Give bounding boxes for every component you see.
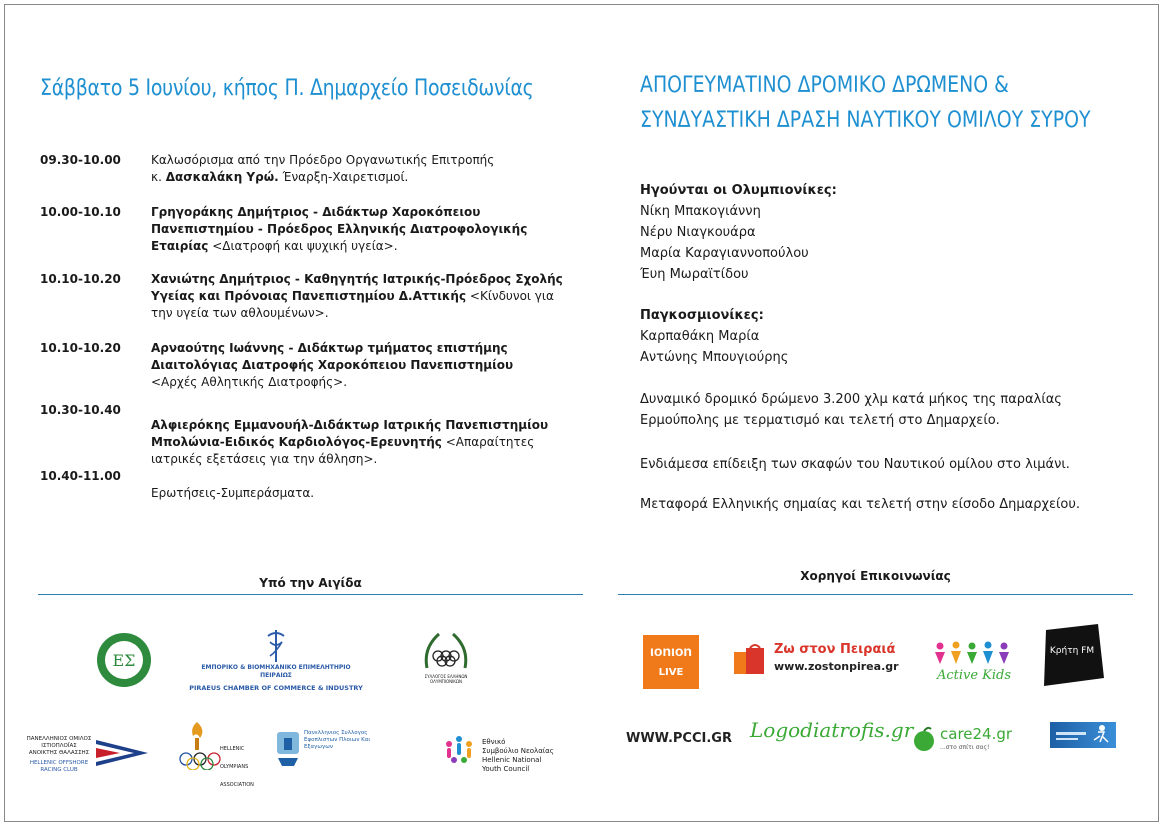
world-champion-name: Αντώνης Μπουγιούρης	[640, 350, 789, 365]
desc-text: κ.	[151, 170, 166, 184]
pcci-logo	[186, 628, 366, 692]
ionion-live-text: LIVE	[658, 667, 684, 678]
hoa-text: OLYMPIANS	[220, 764, 249, 770]
care24-tagline: ...στο σπίτι σας!	[940, 744, 990, 751]
world-champions-heading: Παγκοσμιονίκες:	[640, 308, 764, 323]
schedule-time: 10.00-10.10	[40, 205, 121, 219]
hoa-text: ASSOCIATION	[220, 782, 254, 788]
care24-name: care24.gr	[940, 725, 1013, 743]
schedule-desc	[151, 152, 571, 186]
youth-text: Hellenic National	[482, 756, 542, 764]
green-seal-logo	[96, 632, 152, 688]
desc-line	[151, 169, 571, 186]
logodiatrofis-name: Logodiatrofis.gr	[750, 718, 914, 742]
youth-text: Εθνικό	[482, 738, 506, 746]
speaker-line: Πανεπιστημίου - Πρόεδρος Ελληνικής Διατροφολογικής	[151, 222, 528, 236]
kids-figures-icon	[932, 640, 1016, 666]
paragraph: Μεταφορά Ελληνικής σημαίας και τελετή στην είσοδο Δημαρχείου.	[640, 497, 1080, 512]
topic: Ερωτήσεις-Συμπεράσματα.	[151, 486, 315, 500]
schedule-desc	[151, 485, 571, 502]
youth-text: Youth Council	[482, 765, 530, 773]
shipowners-text: Πανελληνιος Συλλογος	[304, 730, 368, 736]
zostonpirea-logo	[730, 640, 916, 680]
olympic-rings-icon	[178, 752, 222, 770]
hellenic-olympians-logo	[178, 720, 258, 788]
zostonpirea-name: Ζω στον Πειραιά	[774, 642, 896, 657]
hoa-text: HELLENIC	[220, 746, 245, 752]
kriti-fm-name: Κρήτη FM	[1049, 646, 1095, 656]
olympian-name: Νέρυ Νιαγκουάρα	[640, 225, 756, 240]
media-sponsors-rule	[618, 594, 1133, 595]
logodiatrofis-logo	[750, 718, 914, 742]
active-kids-logo	[928, 640, 1020, 688]
speaker-line: Διαιτολόγιας Διατροφής Χαροκόπειου Πανεπιστημίου	[151, 358, 514, 372]
schedule-time: 10.40-11.00	[40, 469, 121, 483]
ship-icon	[274, 728, 302, 768]
speaker-name: Δασκαλάκη Υρώ.	[165, 170, 279, 184]
schedule-desc	[151, 204, 571, 255]
pcci-name-gr: ΕΜΠΟΡΙΚΟ & ΒΙΟΜΗΧΑΝΙΚΟ ΕΠΙΜΕΛΗΤΗΡΙΟ ΠΕΙΡΑΙΩΣ	[201, 664, 351, 679]
patronage-label: Υπό την Αιγίδα	[259, 576, 362, 590]
offshore-text: ΙΣΤΙΟΠΛΟΪΑΣ	[41, 743, 77, 749]
patronage-rule	[38, 594, 583, 595]
media-sponsors-label: Χορηγοί Επικοινωνίας	[800, 569, 951, 583]
torch-icon	[184, 720, 210, 750]
shopping-bags-icon	[730, 642, 770, 676]
people-icon	[442, 734, 476, 772]
topic: <Απαραίτητες	[441, 435, 535, 449]
kriti-fm-logo	[1036, 622, 1108, 690]
speaker-line: Υγείας και Πρόνοιας Πανεπιστημίου Δ.Αττικής	[151, 289, 467, 303]
topic: ιατρικές εξετάσεις για την άθληση>.	[151, 452, 378, 466]
offshore-text: ΠΑΝΕΛΛΗΝΙΟΣ ΟΜΙΛΟΣ	[26, 736, 92, 742]
left-title: Σάββατο 5 Ιουνίου, κήπος Π. Δημαρχείο Ποσειδωνίας	[40, 76, 534, 101]
paragraph	[640, 389, 1140, 431]
offshore-text: RACING CLUB	[40, 767, 78, 773]
right-title	[640, 68, 1091, 138]
schedule-time: 10.10-10.20	[40, 341, 121, 355]
speaker-line: Αρναούτης Ιωάννης - Διδάκτωρ τμήματος επιστήμης	[151, 341, 508, 355]
shipowners-association-logo	[274, 728, 386, 768]
topic: <Διατροφή και ψυχική υγεία>.	[208, 239, 398, 253]
speaker-line: Αλφιερόκης Εμμανουήλ-Διδάκτωρ Ιατρικής Πανεπιστημίου	[151, 418, 549, 432]
schedule-desc	[151, 271, 571, 322]
paragraph: Ενδιάμεσα επίδειξη των σκαφών του Ναυτικού ομίλου στο λιμάνι.	[640, 457, 1070, 472]
olympian-name: Νίκη Μπακογιάννη	[640, 204, 761, 219]
ionion-live-logo	[643, 635, 699, 689]
ionion-text: ιonιon	[650, 643, 692, 659]
topic: την υγεία των αθλουμένων>.	[151, 306, 329, 320]
speaker-line: Εταιρίας	[151, 239, 209, 253]
speaker-line: Μπολώνια-Ειδικός Καρδιολόγος-Ερευνητής	[151, 435, 442, 449]
topic: <Αρχές Αθλητικής Διατροφής>.	[151, 375, 348, 389]
paragraph-line: Ερμούπολης με τερματισμό και τελετή στο Δημαρχείο.	[640, 413, 1000, 428]
paragraph-line: Δυναμικό δρομικό δρώμενο 3.200 χλμ κατά μήκος της παραλίας	[640, 392, 1062, 407]
speaker-line: Χανιώτης Δημήτριος - Καθηγητής Ιατρικής-Πρόεδρος Σχολής	[151, 272, 563, 286]
desc-text: Έναρξη-Χαιρετισμοί.	[278, 170, 409, 184]
shipowners-text: Εφοπλιστων Πλοιων Και Εξαγωγων	[304, 737, 371, 750]
world-champions-block	[640, 305, 1140, 368]
sports-medicine-logo	[1050, 722, 1116, 748]
schedule-desc	[151, 340, 571, 391]
right-title-line: ΣΥΝΔΥΑΣΤΙΚΗ ΔΡΑΣΗ ΝΑΥΤΙΚΟΥ ΟΜΙΛΟΥ ΣΥΡΟΥ	[640, 108, 1091, 133]
pcci-url: WWW.PCCI.GR	[626, 731, 732, 746]
pcci-name-en: PIRAEUS CHAMBER OF COMMERCE & INDUSTRY	[189, 684, 363, 692]
schedule-desc	[151, 417, 571, 468]
speaker-line: Γρηγοράκης Δημήτριος - Διδάκτωρ Χαροκόπειου	[151, 205, 481, 219]
schedule-time: 10.30-10.40	[40, 403, 121, 417]
youth-council-logo	[442, 734, 572, 774]
offshore-text: HELLENIC OFFSHORE	[29, 760, 89, 766]
active-kids-name: Active Kids	[936, 668, 1012, 683]
runner-icon	[1050, 722, 1116, 748]
svg-text:ΕΣ: ΕΣ	[112, 651, 136, 670]
pennant-icon	[96, 740, 148, 766]
zostonpirea-url: www.zostonpirea.gr	[774, 660, 899, 673]
schedule-time: 10.10-10.20	[40, 272, 121, 286]
olympians-block	[640, 180, 1140, 285]
olympians-heading: Ηγούνται οι Ολυμπιονίκες:	[640, 183, 837, 198]
topic: <Κίνδυνοι για	[466, 289, 554, 303]
schedule-time: 09.30-10.00	[40, 153, 121, 167]
olympic-winners-name: ΣΥΛΛΟΓΟΣ ΕΛΛΗΝΩΝ ΟΛΥΜΠΙΟΝΙΚΩΝ	[424, 674, 468, 684]
olympian-name: Έυη Μωραϊτίδου	[640, 267, 749, 282]
olympian-name: Μαρία Καραγιαννοπούλου	[640, 246, 809, 261]
offshore-text: ΑΝΟΙΚΤΗΣ ΘΑΛΑΣΣΗΣ	[28, 750, 90, 756]
desc-line: Καλωσόρισμα από την Πρόεδρο Οργανωτικής Επιτροπής	[151, 153, 495, 167]
right-title-line: ΑΠΟΓΕΥΜΑΤΙΝΟ ΔΡΟΜΙΚΟ ΔΡΩΜΕΝΟ &	[640, 73, 1009, 98]
apple-icon	[912, 726, 936, 752]
youth-text: Συμβούλιο Νεολαίας	[482, 747, 554, 755]
world-champion-name: Καρπαθάκη Μαρία	[640, 329, 760, 344]
care24-logo	[912, 724, 1022, 756]
olympic-winners-logo	[416, 628, 476, 684]
